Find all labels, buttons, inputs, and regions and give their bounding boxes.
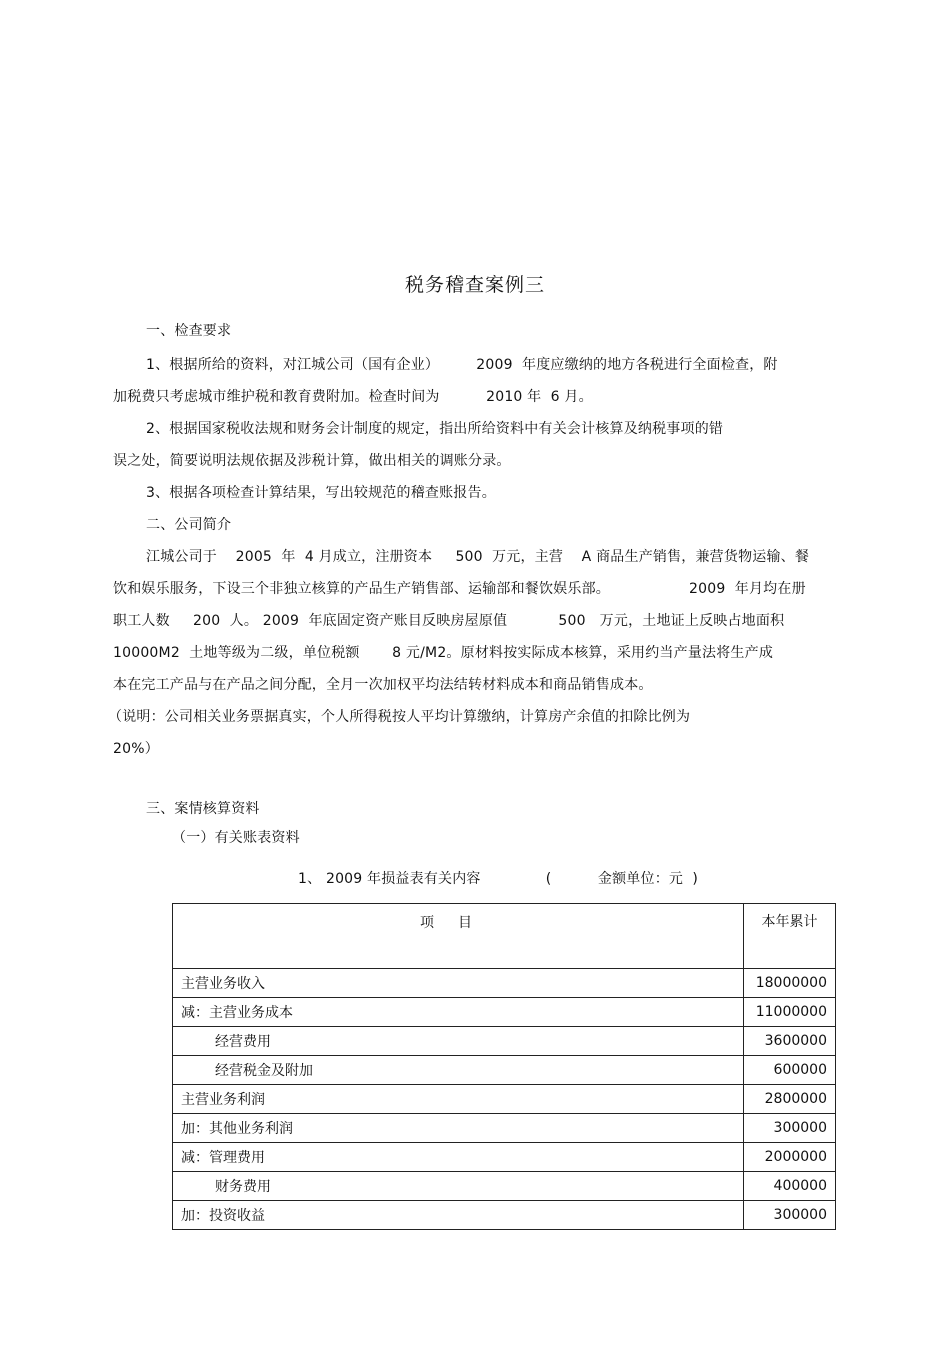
row-value: 300000 [744, 1201, 836, 1230]
row-value: 2800000 [744, 1085, 836, 1114]
table-row [173, 969, 836, 998]
paragraph-line: 3、根据各项检查计算结果，写出较规范的稽查账报告。 [146, 485, 496, 501]
table-row [173, 1143, 836, 1172]
row-item: 经营税金及附加 [173, 1056, 744, 1085]
paragraph-line: 加税费只考虑城市维护税和教育费附加。检查时间为 2010 年 6 月。 [113, 389, 593, 405]
table-header-row [173, 904, 836, 969]
table-row [173, 1085, 836, 1114]
row-value: 600000 [744, 1056, 836, 1085]
paragraph-line: 2、根据国家税收法规和财务会计制度的规定，指出所给资料中有关会计核算及纳税事项的错 [146, 421, 724, 437]
row-value: 11000000 [744, 998, 836, 1027]
row-item: 加：其他业务利润 [173, 1114, 744, 1143]
table-row [173, 1201, 836, 1230]
section-2-heading: 二、公司简介 [146, 517, 232, 533]
paragraph-line: 江城公司于 2005 年 4 月成立，注册资本 500 万元，主营 A 商品生产销售，兼营货物运输、餐 [146, 549, 810, 565]
table-row [173, 1056, 836, 1085]
row-value: 400000 [744, 1172, 836, 1201]
row-value: 3600000 [744, 1027, 836, 1056]
row-value: 18000000 [744, 969, 836, 998]
section-1-heading: 一、检查要求 [146, 323, 232, 339]
row-item: 经营费用 [173, 1027, 744, 1056]
paragraph-line: 饮和娱乐服务，下设三个非独立核算的产品生产销售部、运输部和餐饮娱乐部。 2009 年月均在册 [113, 581, 806, 597]
subsection-heading: （一）有关账表资料 [172, 830, 300, 846]
paragraph-line: 误之处，简要说明法规依据及涉税计算，做出相关的调账分录。 [113, 453, 511, 469]
section-3-heading: 三、案情核算资料 [146, 801, 260, 817]
row-item: 减：管理费用 [173, 1143, 744, 1172]
income-statement-table [172, 903, 836, 1230]
paragraph-line: 10000M2 土地等级为二级，单位税额 8 元/M2。原材料按实际成本核算，采用约当产量法将生产成 [113, 645, 774, 661]
table-row [173, 1114, 836, 1143]
table-row [173, 998, 836, 1027]
column-header-value [744, 904, 836, 969]
row-value: 2000000 [744, 1143, 836, 1172]
row-item: 主营业务收入 [173, 969, 744, 998]
paragraph-line: 本在完工产品与在产品之间分配，全月一次加权平均法结转材料成本和商品销售成本。 [113, 677, 653, 693]
column-header-value-text: 本年累计 [761, 914, 818, 930]
row-item: 财务费用 [173, 1172, 744, 1201]
row-item: 加：投资收益 [173, 1201, 744, 1230]
paragraph-line: 职工人数 200 人。 2009 年底固定资产账目反映房屋原值 500 万元，土地证上反映占地面积 [113, 613, 785, 629]
row-item: 主营业务利润 [173, 1085, 744, 1114]
row-item: 减：主营业务成本 [173, 998, 744, 1027]
table-caption: 1、 2009 年损益表有关内容 ( 金额单位：元 ) [298, 871, 699, 887]
page-title: 税务稽查案例三 [404, 274, 545, 296]
column-header-item: 项目 [173, 904, 744, 969]
paragraph-line: （说明：公司相关业务票据真实，个人所得税按人平均计算缴纳，计算房产余值的扣除比例为 [108, 709, 691, 725]
row-value: 300000 [744, 1114, 836, 1143]
paragraph-line: 20%） [113, 741, 159, 757]
paragraph-line: 1、根据所给的资料，对江城公司（国有企业） 2009 年度应缴纳的地方各税进行全面检查，附 [146, 357, 778, 373]
table-row [173, 1172, 836, 1201]
table-row [173, 1027, 836, 1056]
